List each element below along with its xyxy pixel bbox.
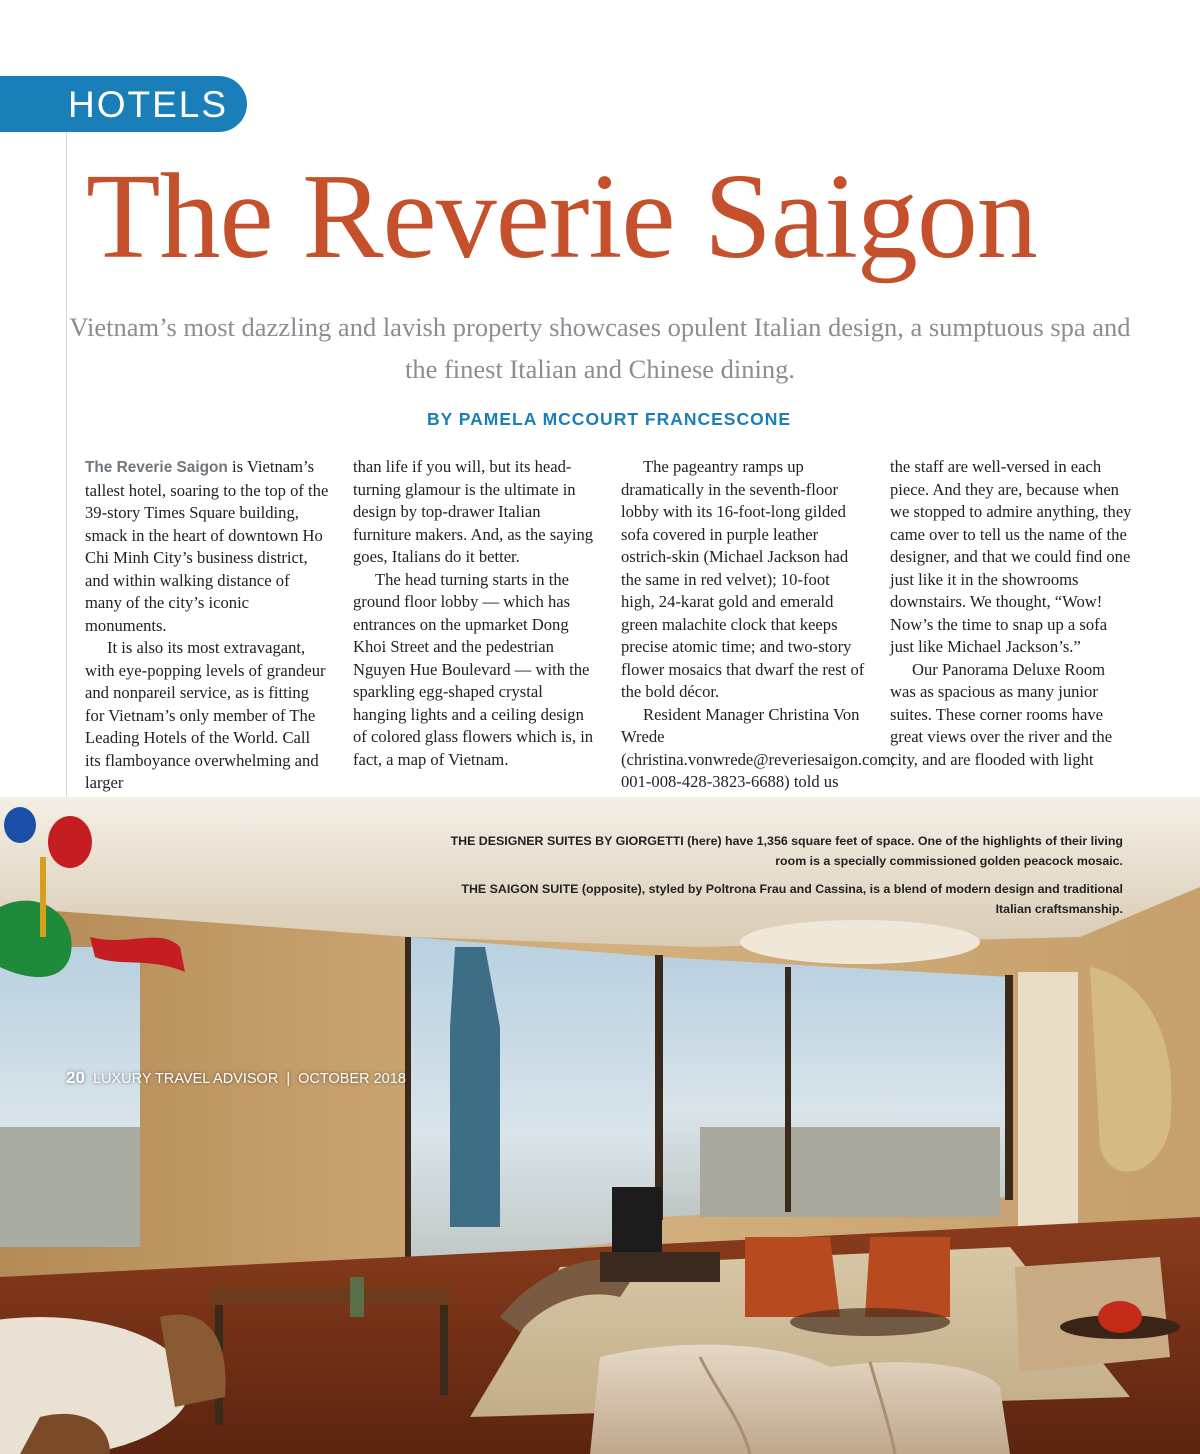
section-tab <box>0 76 247 132</box>
paragraph: Resident Manager Christina Von Wrede (christina.vonwrede@reveriesaigon.com; 001-008-428-3823-6688) told us <box>621 704 896 791</box>
publication-name: LUXURY TRAVEL ADVISOR <box>92 1071 279 1087</box>
text-column-1 <box>85 456 329 796</box>
vertical-rule <box>66 132 67 797</box>
paragraph: The head turning starts in the ground floor lobby — which has entrances on the upmarket Dong Khoi Street and the pedestrian Nguyen Hue Boulevard — with the sparkling egg-shaped crystal hanging lights and a ceiling design of colored glass flowers which is, in fact, a map of Vietnam. <box>353 569 594 769</box>
paragraph: It is also its most extravagant, with eye-popping levels of grandeur and nonpareil service, as is fitting for Vietnam’s only member of The Leading Hotels of the World. Call its flamboyance overwhelming and larger <box>85 638 326 792</box>
photo-caption: THE DESIGNER SUITES BY GIORGETTI (here) have 1,356 square feet of space. One of the highlights of their living room is a specially commissioned golden peacock mosaic. <box>450 834 1123 868</box>
text-column-3 <box>621 456 896 796</box>
paragraph: the staff are well-versed in each piece. And they are, because when we stopped to admire anything, they came over to tell us the name of the designer, and that we could find one just like it in the showrooms downstairs. We thought, “Wow! Now’s the time to snap up a sofa just like Michael Jackson’s.” <box>890 457 1132 656</box>
article-subtitle: Vietnam’s most dazzling and lavish property showcases opulent Italian design, a sumptuous spa and the finest Italian and Chinese dining. <box>69 312 1131 384</box>
article-title: The Reverie Saigon <box>86 149 1037 284</box>
text-column-2 <box>353 456 597 796</box>
byline: BY PAMELA MCCOURT FRANCESCONE <box>426 409 792 429</box>
page-number: 20 <box>66 1068 85 1087</box>
paragraph: is Vietnam’s tallest hotel, soaring to the top of the 39-story Times Square building, smack in the heart of downtown Ho Chi Minh City’s business district, and within walking distance of many of the city’s iconic monuments. <box>85 457 329 635</box>
paragraph: Our Panorama Deluxe Room was as spacious as many junior suites. These corner rooms have great views over the river and the city, and are flooded with light <box>890 659 1113 769</box>
photo-caption: THE SAIGON SUITE (opposite), styled by Poltrona Frau and Cassina, is a blend of modern design and traditional Italian craftsmanship. <box>461 882 1123 916</box>
page-footer <box>66 1068 406 1088</box>
lead-in: The Reverie Saigon <box>85 459 228 476</box>
paragraph: than life if you will, but its head-turning glamour is the ultimate in design by top-drawer Italian furniture makers. And, as the saying goes, Italians do it better. <box>353 457 594 566</box>
section-label: HOTELS <box>68 84 229 125</box>
text-column-4 <box>890 456 1134 796</box>
paragraph: The pageantry ramps up dramatically in the seventh-floor lobby with its 16-foot-long gilded sofa covered in purple leather ostrich-skin (Michael Jackson had the same in red velvet); 10-foot high, 24-karat gold and emerald green malachite clock that keeps precise atomic time; and two-story flower mosaics that dwarf the rest of the bold décor. <box>621 457 865 701</box>
footer-separator: | <box>286 1071 291 1087</box>
issue-date: OCTOBER 2018 <box>298 1071 406 1087</box>
